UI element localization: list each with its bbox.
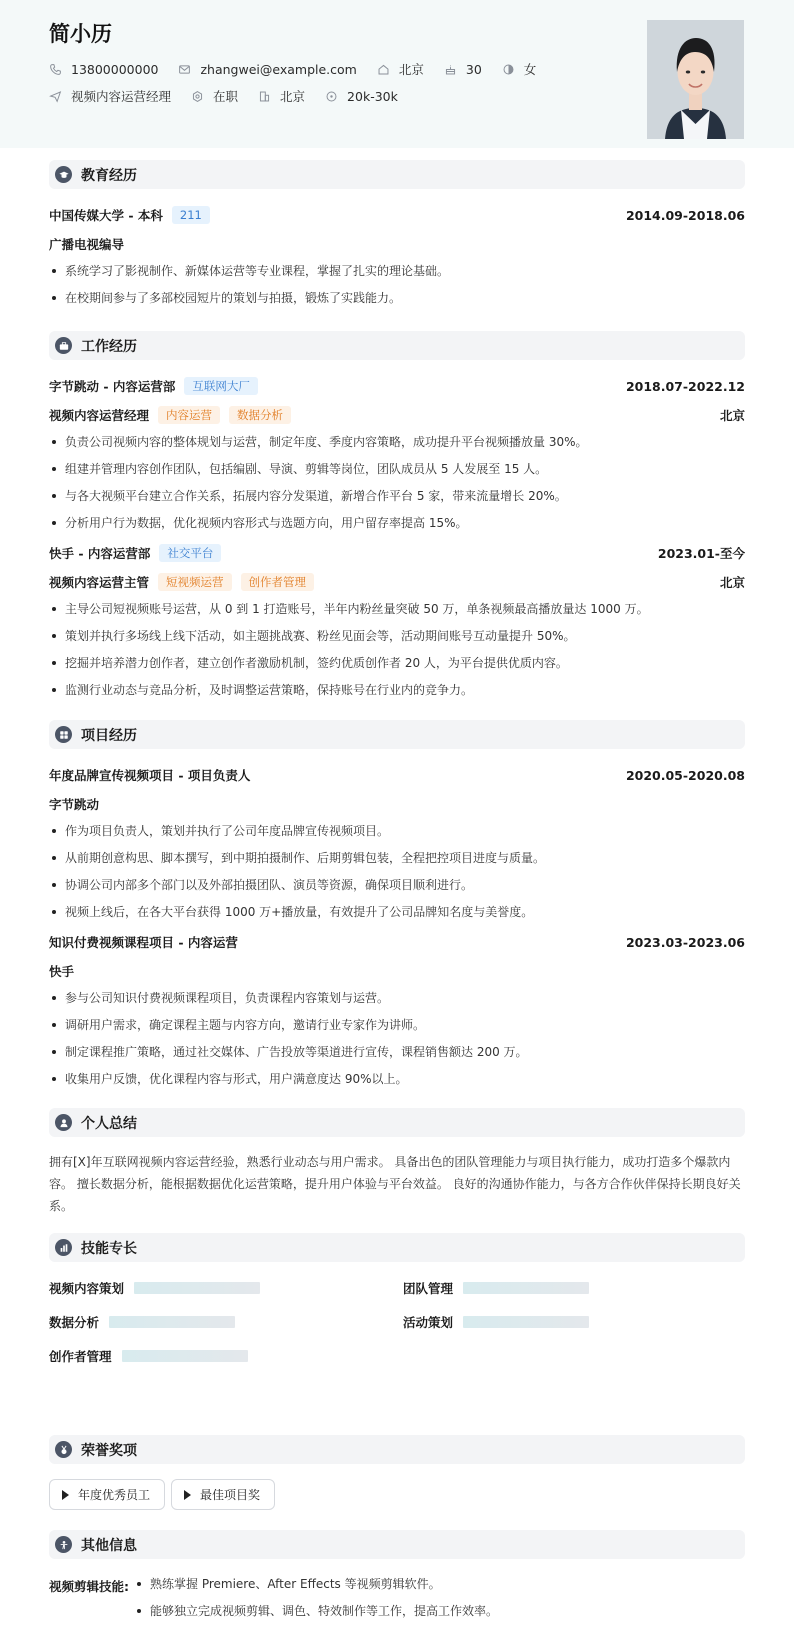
skill-name: 团队管理 <box>403 1281 454 1296</box>
gender-item <box>502 60 537 78</box>
skill-item <box>403 1313 589 1331</box>
gear-icon <box>191 90 204 103</box>
award-chip <box>171 1479 275 1510</box>
award-label: 年度优秀员工 <box>78 1488 151 1502</box>
contact-row <box>49 60 556 78</box>
other-bullets <box>134 1575 498 1629</box>
project-org: 快手 <box>49 964 75 979</box>
age-text: 30 <box>465 61 482 77</box>
list-item: 调研用户需求，确定课程主题与内容方向，邀请行业专家作为讲师。 <box>49 1016 745 1043</box>
education-bullets <box>49 262 745 316</box>
age-item <box>444 62 482 77</box>
position-tag: 内容运营 <box>158 406 220 424</box>
profile-photo <box>647 20 744 139</box>
mail-icon <box>178 63 191 76</box>
project-org-line <box>49 795 745 813</box>
list-item: 收集用户反馈，优化课程内容与形式，用户满意度达 90%以上。 <box>49 1070 745 1097</box>
list-item: 在校期间参与了多部校园短片的策划与拍摄，锻炼了实践能力。 <box>49 289 745 316</box>
graduation-cap-icon <box>55 166 72 183</box>
list-item: 与各大视频平台建立合作关系，拓展内容分发渠道，新增合作平台 5 家，带来流量增长 20%。 <box>49 487 745 514</box>
user-icon <box>55 1114 72 1131</box>
candidate-name: 简小历 <box>49 22 112 46</box>
summary-line: 容。 擅长数据分析，能根据数据优化运营策略，提升用户体验与平台效益。 良好的沟通协作能力，与各方合作伙伴保持长期良好关 <box>49 1177 741 1191</box>
work-location: 北京 <box>719 575 745 590</box>
list-item: 挖掘并培养潜力创作者，建立创作者激励机制，签约优质创作者 20 人，为平台提供优质内容。 <box>49 654 745 681</box>
play-icon <box>62 1490 69 1500</box>
skill-name: 创作者管理 <box>49 1349 112 1364</box>
phone-text: 13800000000 <box>71 61 159 77</box>
skill-bar <box>109 1316 235 1328</box>
position-name: 视频内容运营主管 <box>49 575 150 590</box>
section-other <box>49 1530 745 1559</box>
resume-header <box>0 0 794 148</box>
section-education <box>49 160 745 189</box>
section-work <box>49 331 745 360</box>
education-school-line <box>49 206 745 224</box>
project-title: 知识付费视频课程项目 - 内容运营 <box>49 935 238 950</box>
list-item: 参与公司知识付费视频课程项目，负责课程内容策划与运营。 <box>49 989 745 1016</box>
list-item: 制定课程推广策略，通过社交媒体、广告投放等渠道进行宣传，课程销售额达 200 万。 <box>49 1043 745 1070</box>
grid-icon <box>55 726 72 743</box>
target-city-text: 北京 <box>280 89 306 104</box>
work-position-line <box>49 573 745 591</box>
section-summary <box>49 1108 745 1137</box>
section-title: 技能专长 <box>81 1240 137 1257</box>
project-date: 2020.05-2020.08 <box>625 767 745 783</box>
section-title: 其他信息 <box>81 1537 137 1554</box>
list-item: 策划并执行多场线上线下活动，如主题挑战赛、粉丝见面会等，活动期间账号互动量提升 50%。 <box>49 627 745 654</box>
section-title: 工作经历 <box>81 338 137 355</box>
summary-line: 系。 <box>49 1199 74 1213</box>
coin-icon <box>325 90 338 103</box>
work-date: 2023.01-至今 <box>657 546 745 561</box>
job-title-text: 视频内容运营经理 <box>71 89 172 104</box>
cake-icon <box>444 63 457 76</box>
position-name: 视频内容运营经理 <box>49 408 150 423</box>
person-icon <box>55 1536 72 1553</box>
position-tag: 数据分析 <box>229 406 291 424</box>
section-skills <box>49 1233 745 1262</box>
building-icon <box>258 90 271 103</box>
bar-chart-icon <box>55 1239 72 1256</box>
other-label: 视频剪辑技能: <box>49 1579 129 1594</box>
project-title-line <box>49 766 745 784</box>
work-company-line <box>49 377 745 395</box>
education-date: 2014.09-2018.06 <box>625 207 745 223</box>
skill-item <box>49 1347 248 1365</box>
company-name: 快手 - 内容运营部 <box>49 546 151 561</box>
company-tag: 互联网大厂 <box>184 377 258 395</box>
project-date: 2023.03-2023.06 <box>625 934 745 950</box>
skill-item <box>49 1313 235 1331</box>
award-label: 最佳项目奖 <box>200 1488 261 1502</box>
section-title: 个人总结 <box>81 1115 137 1132</box>
send-icon <box>49 90 62 103</box>
target-city-item <box>258 87 305 105</box>
skill-item <box>403 1279 589 1297</box>
position-tag: 短视频运营 <box>158 573 232 591</box>
medal-icon <box>55 1441 72 1458</box>
major-name: 广播电视编导 <box>49 237 125 252</box>
work-bullets <box>49 433 745 541</box>
email-item <box>178 62 356 77</box>
work-company-line <box>49 544 745 562</box>
section-projects <box>49 720 745 749</box>
company-tag: 社交平台 <box>159 544 221 562</box>
project-bullets <box>49 822 745 930</box>
skill-name: 数据分析 <box>49 1315 100 1330</box>
project-org: 字节跳动 <box>49 797 100 812</box>
list-item: 协调公司内部多个部门以及外部拍摄团队、演员等资源，确保项目顺利进行。 <box>49 876 745 903</box>
phone-item <box>49 62 158 77</box>
skill-bar <box>463 1282 589 1294</box>
list-item: 分析用户行为数据，优化视频内容形式与选题方向，用户留存率提高 15%。 <box>49 514 745 541</box>
salary-item <box>325 89 398 104</box>
skill-bar <box>463 1316 589 1328</box>
briefcase-icon <box>55 337 72 354</box>
skill-name: 视频内容策划 <box>49 1281 125 1296</box>
company-name: 字节跳动 - 内容运营部 <box>49 379 176 394</box>
list-item: 从前期创意构思、脚本撰写，到中期拍摄制作、后期剪辑包装，全程把控项目进度与质量。 <box>49 849 745 876</box>
skill-name: 活动策划 <box>403 1315 454 1330</box>
city-item <box>377 60 424 78</box>
list-item: 负责公司视频内容的整体规划与运营，制定年度、季度内容策略，成功提升平台视频播放量 30%。 <box>49 433 745 460</box>
status-item <box>191 87 238 105</box>
award-chip <box>49 1479 165 1510</box>
school-name: 中国传媒大学 - 本科 <box>49 208 163 223</box>
skill-item <box>49 1279 260 1297</box>
status-text: 在职 <box>213 89 239 104</box>
home-icon <box>377 63 390 76</box>
section-awards <box>49 1435 745 1464</box>
job-row <box>49 87 418 105</box>
position-tag: 创作者管理 <box>241 573 315 591</box>
project-title-line <box>49 933 745 951</box>
work-date: 2018.07-2022.12 <box>625 378 745 394</box>
work-position-line <box>49 406 745 424</box>
city-text: 北京 <box>398 62 424 77</box>
play-icon <box>184 1490 191 1500</box>
gender-icon <box>502 63 515 76</box>
section-title: 荣誉奖项 <box>81 1442 137 1459</box>
section-title: 教育经历 <box>81 167 137 184</box>
project-org-line <box>49 962 745 980</box>
list-item: 视频上线后，在各大平台获得 1000 万+播放量，有效提升了公司品牌知名度与美誉度。 <box>49 903 745 930</box>
list-item: 能够独立完成视频剪辑、调色、特效制作等工作，提高工作效率。 <box>134 1602 498 1629</box>
phone-icon <box>49 63 62 76</box>
summary-line: 拥有[X]年互联网视频内容运营经验，熟悉行业动态与用户需求。 具备出色的团队管理能力与项目执行能力，成功打造多个爆款内 <box>49 1155 731 1169</box>
job-title-item <box>49 87 171 105</box>
project-title: 年度品牌宣传视频项目 - 项目负责人 <box>49 768 251 783</box>
school-tag: 211 <box>172 206 210 224</box>
list-item: 组建并管理内容创作团队，包括编剧、导演、剪辑等岗位，团队成员从 5 人发展至 15 人。 <box>49 460 745 487</box>
list-item: 系统学习了影视制作、新媒体运营等专业课程，掌握了扎实的理论基础。 <box>49 262 745 289</box>
work-location: 北京 <box>719 408 745 423</box>
salary-text: 20k-30k <box>347 88 398 104</box>
email-text: zhangwei@example.com <box>200 61 357 77</box>
skill-bar <box>134 1282 260 1294</box>
list-item: 熟练掌握 Premiere、After Effects 等视频剪辑软件。 <box>134 1575 498 1602</box>
list-item: 主导公司短视频账号运营，从 0 到 1 打造账号，半年内粉丝量突破 50 万，单条视频最高播放量达 1000 万。 <box>49 600 745 627</box>
education-major-line <box>49 235 745 253</box>
gender-text: 女 <box>523 62 537 77</box>
skill-bar <box>122 1350 248 1362</box>
list-item: 作为项目负责人，策划并执行了公司年度品牌宣传视频项目。 <box>49 822 745 849</box>
section-title: 项目经历 <box>81 727 137 744</box>
summary-text <box>49 1151 749 1217</box>
list-item: 监测行业动态与竞品分析，及时调整运营策略，保持账号在行业内的竞争力。 <box>49 681 745 708</box>
work-bullets <box>49 600 745 708</box>
project-bullets <box>49 989 745 1097</box>
